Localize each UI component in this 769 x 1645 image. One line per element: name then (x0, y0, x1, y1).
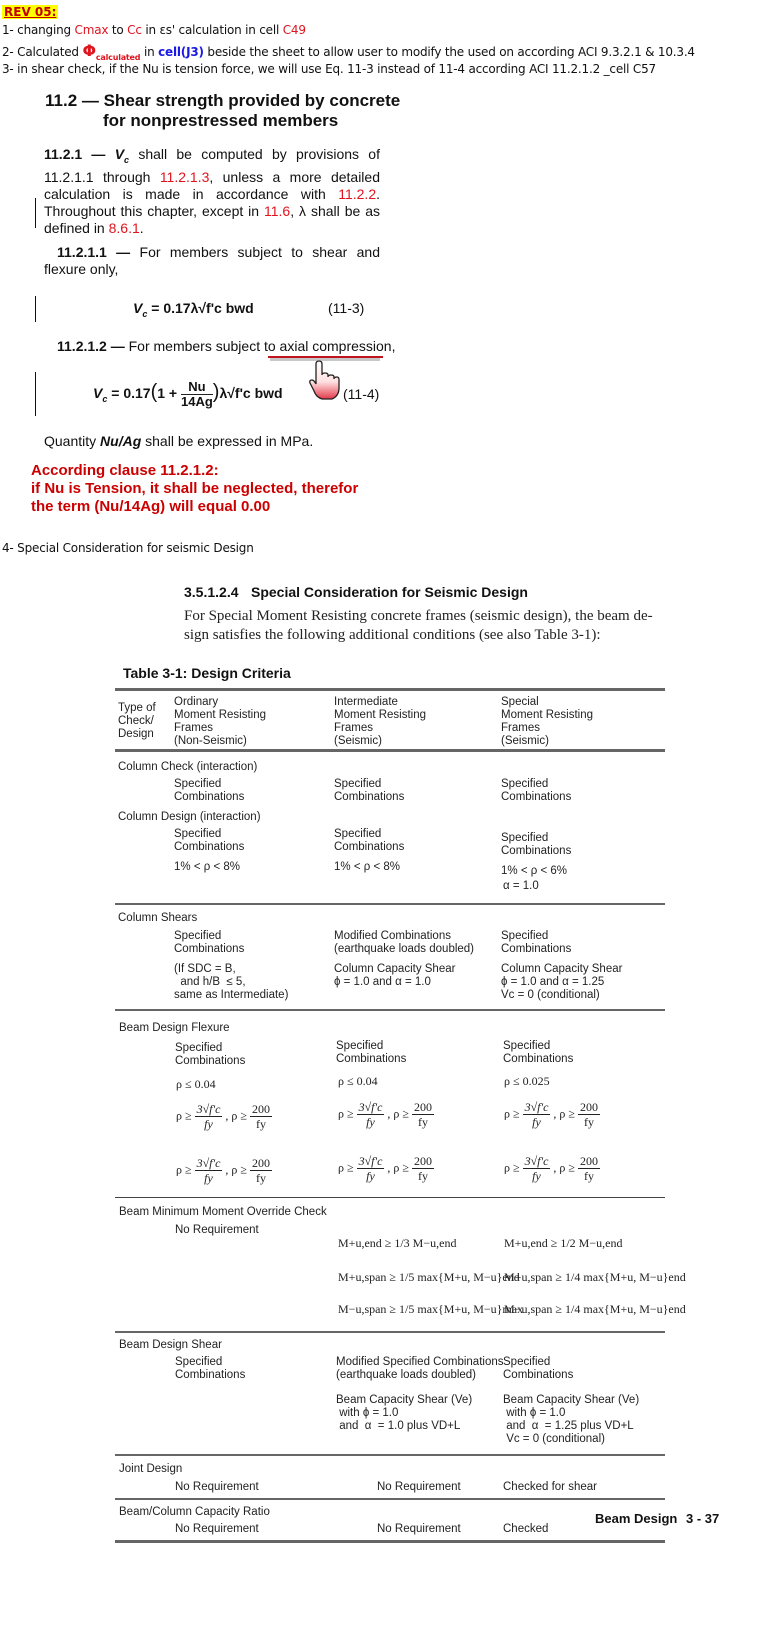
joint-design-ordinary: No Requirement (175, 1481, 259, 1493)
beam-flexure-intermediate-rho: ρ ≤ 0.04 (338, 1074, 378, 1088)
rev-header (2, 3, 58, 21)
row-rule (115, 1454, 665, 1456)
beam-flexure-special: Specified Combinations (503, 1040, 574, 1065)
fraction (250, 1102, 272, 1131)
column-design-special: Specified Combinations (501, 832, 572, 857)
beam-flexure-intermediate: Specified Combinations (336, 1040, 407, 1065)
beam-shear-intermediate: Modified Specified Combinations (earthquake loads doubled) (336, 1356, 504, 1381)
fraction (578, 1154, 600, 1183)
rho-symbol: ρ ≥ (338, 1160, 357, 1175)
fraction (578, 1100, 600, 1129)
beam-shear-special-note: Beam Capacity Shear (Ve) with ϕ = 1.0 and α = 1.25 plus VD+L Vc = 0 (conditional) (503, 1394, 640, 1445)
aci-heading-line2: for nonprestressed members (103, 111, 339, 130)
numerator: 200 (251, 1156, 270, 1170)
separator: , ρ ≥ (550, 1106, 578, 1121)
separator: , ρ ≥ (222, 1108, 250, 1123)
row-rule (115, 1331, 665, 1333)
row-label-column-check: Column Check (interaction) (118, 761, 258, 773)
beam-min-moment-intermediate-1: M+u,end ≥ 1/3 M−u,end (338, 1236, 457, 1250)
section-para-line2: sign satisfies the following additional conditions (see also Table 3-1): (184, 627, 601, 643)
header-special: Special Moment Resisting Frames (Seismic) (501, 696, 594, 747)
aci-para-11-2-1: 11.2.1 — $V_c$ shall be computed by provisions of 11.2.1.1 through 11.2.1.3, unless a more detailed calculation is made in accordance with 11.2.2. Throughout this chapter, except in 11.6, λ shall be as defined in 8.6.1. (44, 146, 380, 236)
separator: , ρ ≥ (384, 1160, 412, 1175)
beam-min-moment-special-2: M+u,span ≥ 1/4 max{M+u, M−u}end (504, 1270, 686, 1284)
numerator: 3√f'c (196, 1102, 221, 1116)
numerator: 200 (413, 1154, 432, 1168)
numerator: 3√f'c (524, 1100, 549, 1114)
joint-design-intermediate: No Requirement (377, 1481, 461, 1493)
cell-j3: cell(J3) (158, 45, 204, 59)
fraction (412, 1154, 434, 1183)
numerator: 3√f'c (358, 1154, 383, 1168)
header-rule (115, 749, 665, 752)
beam-min-moment-intermediate-2: M+u,span ≥ 1/5 max{M+u, M−u}end (338, 1270, 520, 1284)
note-item-2: 2- Calculated $\Phi_{calculated}$ in cell(J3) beside the sheet to allow user to modify the used on according ACI 9.3.2.1 & 10.3.4 (2, 41, 695, 63)
column-design-special-alpha: α = 1.0 (503, 880, 539, 892)
section-title: Special Consideration for Seismic Design (251, 584, 528, 600)
aci-para-11-2-1-1: 11.2.1.1 — For members subject to shear and flexure only, (44, 244, 380, 277)
separator: , ρ ≥ (550, 1160, 578, 1175)
table-bottom-rule (115, 1540, 665, 1543)
rho-min-formula (504, 1154, 600, 1183)
row-rule (115, 903, 665, 905)
axial-compression-text: axial compression, (279, 338, 396, 354)
row-label-column-shears: Column Shears (118, 912, 198, 924)
denominator: fy (532, 1115, 541, 1129)
column-shears-special: Specified Combinations (501, 930, 572, 955)
note-item-3: 3- in shear check, if the Nu is tension force, we will use Eq. 11-3 instead of 11-4 according ACI 11.2.1.2 _cell C57 (2, 62, 656, 76)
denominator: fy (366, 1115, 375, 1129)
column-shears-intermediate-note: Column Capacity Shear ϕ = 1.0 and α = 1.0 (334, 963, 456, 988)
column-shears-ordinary-note: (If SDC = B, and h/B ≤ 5, same as Intermediate) (174, 963, 289, 1001)
column-check-intermediate: Specified Combinations (334, 778, 405, 803)
header-ordinary: Ordinary Moment Resisting Frames (Non-Seismic) (174, 696, 267, 747)
equation-number-11-3: (11-3) (328, 300, 365, 316)
separator: , ρ ≥ (222, 1162, 250, 1177)
rho-min-formula (176, 1156, 272, 1185)
beam-min-moment-special-3: M−u,span ≥ 1/4 max{M+u, M−u}end (504, 1302, 686, 1316)
column-design-ordinary: Specified Combinations (174, 828, 245, 853)
equation-number-11-4: (11-4) (343, 386, 380, 402)
capacity-ratio-ordinary: No Requirement (175, 1523, 259, 1535)
hand-cursor-icon (306, 360, 340, 400)
phi-symbol: $\Phi_{calculated}$ (82, 41, 141, 63)
beam-flexure-special-rho: ρ ≤ 0.025 (504, 1074, 550, 1088)
column-check-ordinary: Specified Combinations (174, 778, 245, 803)
beam-shear-intermediate-note: Beam Capacity Shear (Ve) with ϕ = 1.0 and α = 1.0 plus VD+L (336, 1394, 473, 1432)
fraction (523, 1100, 551, 1129)
rev-label: REV 05: (4, 5, 57, 19)
aci-heading-line1: 11.2 — Shear strength provided by concrete (45, 91, 401, 110)
beam-min-moment-ordinary: No Requirement (175, 1224, 259, 1236)
fraction (195, 1102, 223, 1131)
header-type: Type of Check/ Design (118, 702, 156, 740)
section-number: 3.5.1.2.4 (184, 584, 239, 600)
denominator: fy (366, 1169, 375, 1183)
section-para-line1: For Special Moment Resisting concrete frames (seismic design), the beam de- (184, 608, 653, 624)
beam-min-moment-intermediate-3: M−u,span ≥ 1/5 max{M+u, M−u}max (338, 1302, 524, 1316)
denominator: fy (255, 1171, 266, 1185)
column-design-intermediate-rho: 1% < ρ < 8% (334, 861, 400, 873)
row-rule (115, 1197, 665, 1198)
rho-symbol: ρ ≥ (504, 1160, 523, 1175)
numerator: 200 (251, 1102, 270, 1116)
note-item-1: 1- changing Cmax to Cc in εs' calculation in cell C49 (2, 23, 306, 37)
beam-min-moment-special-1: M+u,end ≥ 1/2 M−u,end (504, 1236, 623, 1250)
fraction (523, 1154, 551, 1183)
rho-symbol: ρ ≥ (176, 1162, 195, 1177)
column-design-special-rho: 1% < ρ < 6% (501, 865, 567, 877)
aci-quantity-note: Quantity Nu/Ag shall be expressed in MPa. (44, 433, 314, 449)
numerator: 200 (579, 1154, 598, 1168)
column-shears-ordinary: Specified Combinations (174, 930, 245, 955)
row-rule (115, 1498, 665, 1500)
denominator: fy (417, 1169, 428, 1183)
denominator: fy (532, 1169, 541, 1183)
footer-page-number: 3 - 37 (686, 1511, 720, 1526)
column-design-ordinary-rho: 1% < ρ < 8% (174, 861, 240, 873)
cell-c49: C49 (282, 23, 306, 37)
revision-bar (35, 198, 36, 228)
equation-11-4: $V_c = 0.17(1$ + $\frac{Nu}{14Ag}$ )λ√f'c bwd (93, 379, 283, 409)
fraction (357, 1100, 385, 1129)
footer-title: Beam Design (595, 1511, 678, 1526)
denominator: fy (417, 1115, 428, 1129)
fraction (250, 1156, 272, 1185)
row-rule (115, 1009, 665, 1011)
joint-design-special: Checked for shear (503, 1481, 597, 1493)
column-shears-intermediate: Modified Combinations (earthquake loads doubled) (334, 930, 475, 955)
fraction (357, 1154, 385, 1183)
fraction (195, 1156, 223, 1185)
table-top-rule (115, 688, 665, 691)
denominator: fy (583, 1115, 594, 1129)
beam-shear-ordinary: Specified Combinations (175, 1356, 246, 1381)
beam-flexure-ordinary: Specified Combinations (175, 1042, 246, 1067)
column-check-special: Specified Combinations (501, 778, 572, 803)
rho-symbol: ρ ≥ (504, 1106, 523, 1121)
rho-min-formula (338, 1100, 434, 1129)
numerator: 3√f'c (196, 1156, 221, 1170)
revision-bar (35, 296, 36, 322)
row-label-column-design: Column Design (interaction) (118, 811, 261, 823)
row-label-capacity-ratio: Beam/Column Capacity Ratio (119, 1506, 270, 1518)
capacity-ratio-special: Checked (503, 1523, 549, 1535)
row-label-beam-shear: Beam Design Shear (119, 1339, 222, 1351)
revision-bar (35, 372, 36, 416)
separator: , ρ ≥ (384, 1106, 412, 1121)
row-label-joint-design: Joint Design (119, 1463, 183, 1475)
column-design-intermediate: Specified Combinations (334, 828, 405, 853)
header-intermediate: Intermediate Moment Resisting Frames (Seismic) (334, 696, 427, 747)
rho-symbol: ρ ≥ (338, 1106, 357, 1121)
beam-shear-special: Specified Combinations (503, 1356, 574, 1381)
table-title: Table 3-1: Design Criteria (123, 665, 291, 681)
rho-min-formula (504, 1100, 600, 1129)
cmax-text: Cmax (74, 23, 109, 37)
note-item-4: 4- Special Consideration for seismic Design (2, 541, 254, 555)
denominator: fy (255, 1117, 266, 1131)
capacity-ratio-intermediate: No Requirement (377, 1523, 461, 1535)
aci-para-11-2-1-2: 11.2.1.2 — For members subject to axial compression, (57, 338, 396, 354)
rho-symbol: ρ ≥ (176, 1108, 195, 1123)
numerator: 3√f'c (358, 1100, 383, 1114)
cc-text: Cc (127, 23, 142, 37)
row-label-beam-min-moment: Beam Minimum Moment Override Check (119, 1206, 327, 1218)
denominator: fy (204, 1171, 213, 1185)
denominator: fy (583, 1169, 594, 1183)
column-shears-special-note: Column Capacity Shear ϕ = 1.0 and α = 1.25 Vc = 0 (conditional) (501, 963, 623, 1001)
fraction (412, 1100, 434, 1129)
remark-line-1: According clause 11.2.1.2: (31, 462, 219, 479)
remark-line-3: the term (Nu/14Ag) will equal 0.00 (31, 498, 271, 515)
denominator: fy (204, 1117, 213, 1131)
numerator: 200 (413, 1100, 432, 1114)
rho-min-formula (176, 1102, 272, 1131)
numerator: 200 (579, 1100, 598, 1114)
beam-flexure-ordinary-rho: ρ ≤ 0.04 (176, 1077, 216, 1091)
remark-line-2: if Nu is Tension, it shall be neglected, therefor (31, 480, 359, 497)
rho-min-formula (338, 1154, 434, 1183)
row-label-beam-flexure: Beam Design Flexure (119, 1022, 230, 1034)
numerator: 3√f'c (524, 1154, 549, 1168)
equation-11-3: $V_c = 0.17\lambda√f'c$ bwd (133, 300, 254, 319)
